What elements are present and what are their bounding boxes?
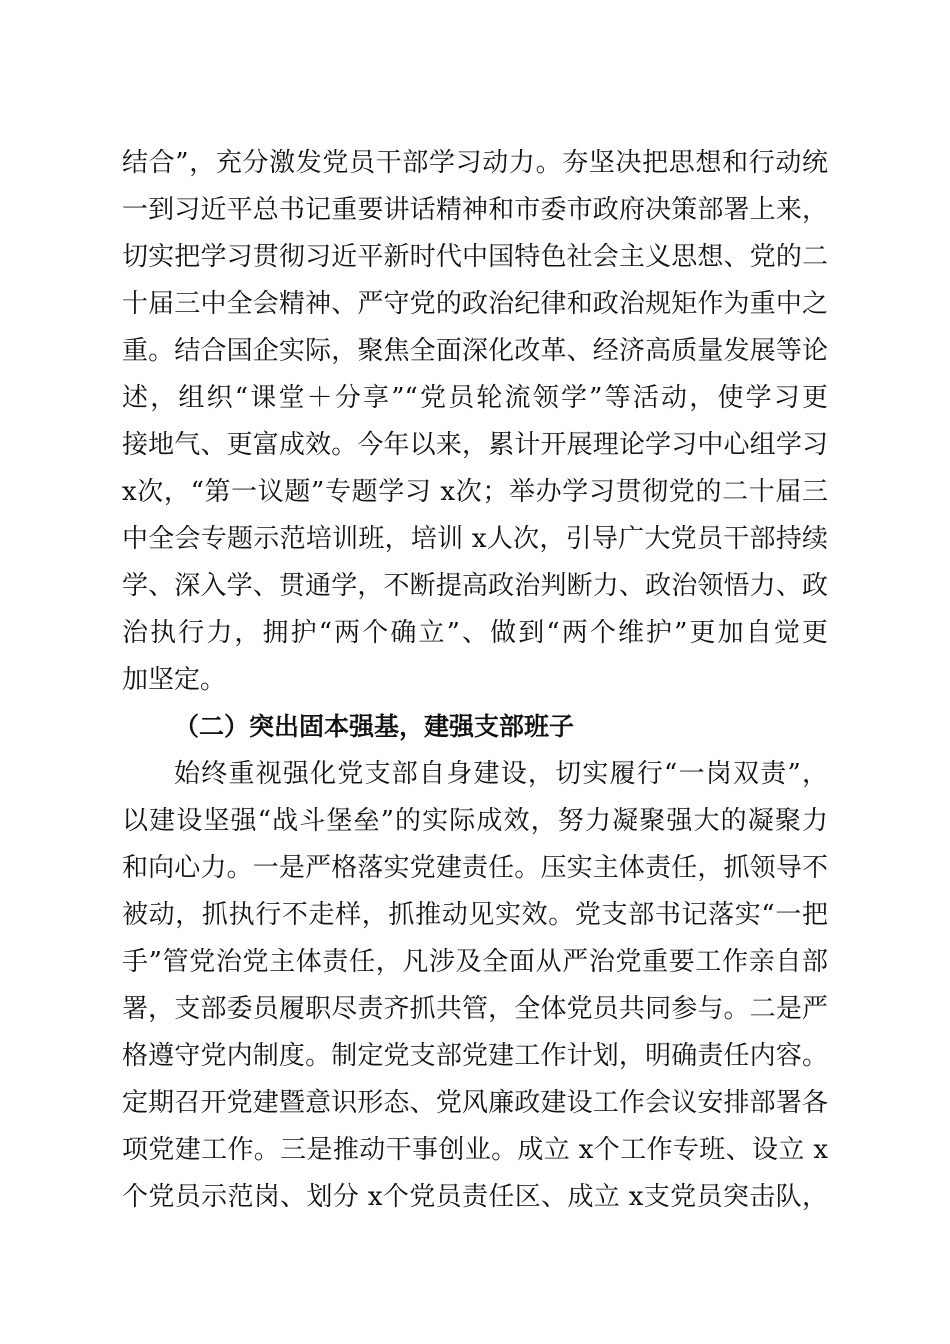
paragraph-2-line-5: 手”管党治党主体责任，凡涉及全面从严治党重要工作亲自部 xyxy=(122,947,828,977)
paragraph-1-line-8: x次，“第一议题”专题学习 x次；举办学习贯彻党的二十届三 xyxy=(122,477,828,507)
paragraph-1-line-12: 加坚定。 xyxy=(122,665,227,695)
paragraph-2-line-9: 项党建工作。三是推动干事创业。成立 x个工作专班、设立 x xyxy=(122,1135,828,1165)
paragraph-1-line-2: 一到习近平总书记重要讲话精神和市委市政府决策部署上来， xyxy=(122,195,828,225)
paragraph-1-line-11: 治执行力，拥护“两个确立”、做到“两个维护”更加自觉更 xyxy=(122,618,828,648)
paragraph-2-line-4: 被动，抓执行不走样，抓推动见实效。党支部书记落实“一把 xyxy=(122,900,828,930)
section-heading-2: （二）突出固本强基，建强支部班子 xyxy=(174,712,575,741)
paragraph-1-line-10: 学、深入学、贯通学，不断提高政治判断力、政治领悟力、政 xyxy=(122,571,828,601)
paragraph-1-line-6: 述，组织“课堂＋分享”“党员轮流领学”等活动，使学习更 xyxy=(122,383,828,413)
paragraph-1-line-5: 重。结合国企实际，聚焦全面深化改革、经济高质量发展等论 xyxy=(122,336,828,366)
paragraph-2-line-3: 和向心力。一是严格落实党建责任。压实主体责任，抓领导不 xyxy=(122,853,828,883)
paragraph-1-line-7: 接地气、更富成效。今年以来，累计开展理论学习中心组学习 xyxy=(122,430,828,460)
paragraph-1-line-4: 十届三中全会精神、严守党的政治纪律和政治规矩作为重中之 xyxy=(122,289,828,319)
paragraph-2-line-10: 个党员示范岗、划分 x个党员责任区、成立 x支党员突击队， xyxy=(122,1182,828,1212)
paragraph-2-line-7: 格遵守党内制度。制定党支部党建工作计划，明确责任内容。 xyxy=(122,1041,828,1071)
paragraph-1-line-9: 中全会专题示范培训班，培训 x人次，引导广大党员干部持续 xyxy=(122,524,828,554)
paragraph-2-line-6: 署，支部委员履职尽责齐抓共管，全体党员共同参与。二是严 xyxy=(122,994,828,1024)
paragraph-1-line-1: 结合”，充分激发党员干部学习动力。夯坚决把思想和行动统 xyxy=(122,148,828,178)
paragraph-1-line-3: 切实把学习贯彻习近平新时代中国特色社会主义思想、党的二 xyxy=(122,242,828,272)
paragraph-2-line-1: 始终重视强化党支部自身建设，切实履行“一岗双责”， xyxy=(174,759,828,789)
paragraph-2-line-2: 以建设坚强“战斗堡垒”的实际成效，努力凝聚强大的凝聚力 xyxy=(122,806,828,836)
paragraph-2-line-8: 定期召开党建暨意识形态、党风廉政建设工作会议安排部署各 xyxy=(122,1088,828,1118)
